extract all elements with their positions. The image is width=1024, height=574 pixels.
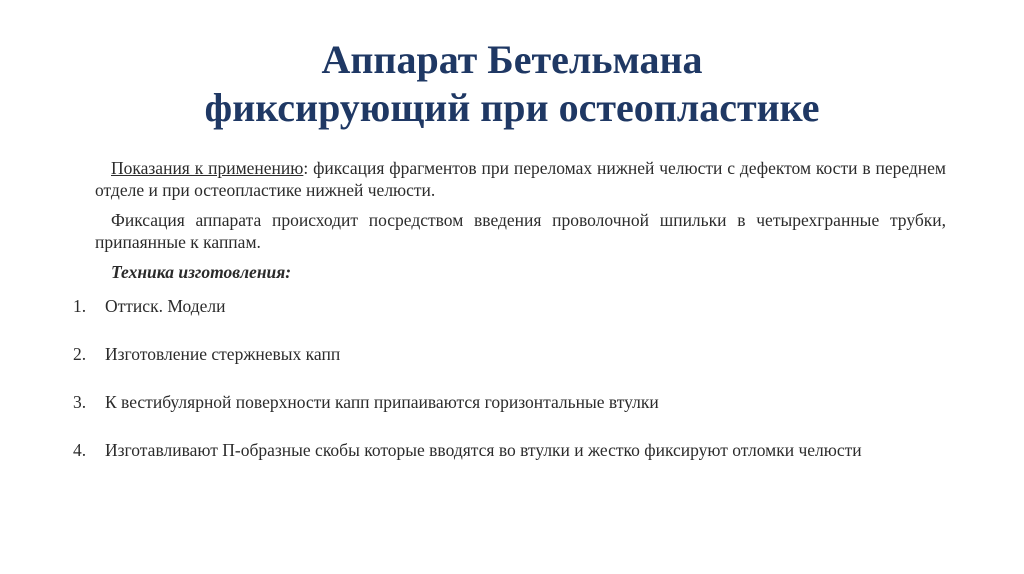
list-item (73, 391, 973, 413)
list-item (73, 295, 973, 317)
title-line-2: фиксирующий при остеопластике (204, 85, 820, 130)
indications-paragraph (95, 157, 946, 201)
fixation-text: Фиксация аппарата происходит посредством введения проволочной шпильки в четырехгранные трубки, припаянные к каппам. (95, 210, 946, 252)
technique-heading (95, 261, 946, 283)
slide-title (0, 36, 1024, 132)
list-item-number: 1. (73, 296, 87, 316)
list-item-number: 3. (73, 392, 87, 412)
fixation-paragraph (95, 209, 946, 253)
list-item (73, 439, 973, 461)
list-item-number: 4. (73, 440, 87, 460)
list-item-text: Изготавливают П-образные скобы которые вводятся во втулки и жестко фиксируют отломки челюсти (105, 440, 862, 460)
list-item-text: Оттиск. Модели (105, 296, 226, 316)
list-item-text: Изготовление стержневых капп (105, 344, 341, 364)
indications-text: : фиксация фрагментов при переломах нижней челюсти с дефектом кости в переднем отделе и при остеопластике нижней челюсти. (95, 158, 946, 200)
list-item (73, 343, 973, 365)
list-item-number: 2. (73, 344, 87, 364)
list-item-text: К вестибулярной поверхности капп припаиваются горизонтальные втулки (105, 392, 659, 412)
title-line-1: Аппарат Бетельмана (321, 37, 703, 82)
indications-label: Показания к применению (111, 158, 304, 178)
technique-label: Техника изготовления: (111, 262, 292, 282)
